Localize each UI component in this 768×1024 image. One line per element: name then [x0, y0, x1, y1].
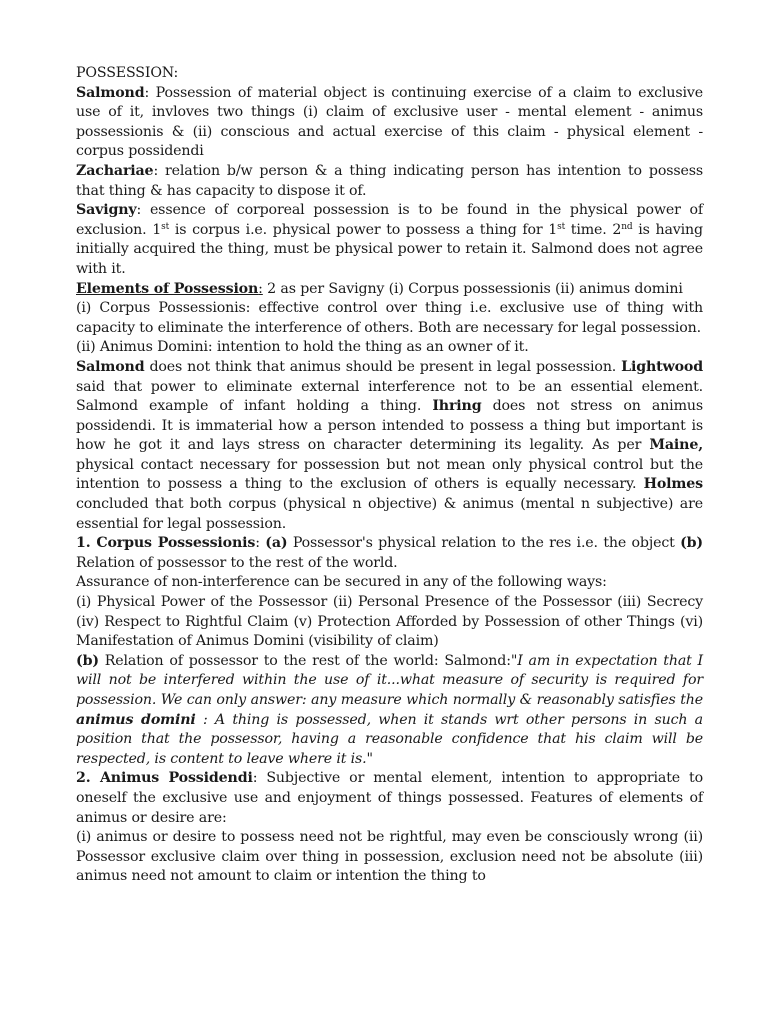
paragraph	[76, 828, 703, 887]
text-run: Salmond	[76, 358, 145, 375]
text-run: (i) animus or desire to possess need not be rightful, may even be consciously wrong (ii) Possessor exclusive claim over thing in possession, exclusion need not be absolute (iii) animus need not amount to claim or intention the thing to	[76, 829, 703, 885]
text-run: I am in expectation that I will not be interfered within the use of it...what measure of security is required for possession. We can only answer: any measure which normally & reasonably satisfies the	[76, 652, 704, 708]
paragraph	[76, 84, 703, 162]
text-run: "	[366, 750, 373, 767]
paragraph	[76, 769, 703, 828]
text-run: Lightwood	[621, 358, 703, 375]
text-run: st	[557, 221, 566, 232]
text-run: (a)	[265, 535, 288, 552]
paragraph	[76, 593, 703, 652]
text-run: st	[161, 221, 170, 232]
paragraph	[76, 358, 703, 534]
text-run: concluded that both corpus (physical n objective) & animus (mental n subjective) are essential for legal possession.	[76, 496, 703, 532]
text-run: Maine,	[649, 437, 703, 454]
text-run: Savigny	[76, 202, 137, 219]
text-run: 2 as per Savigny (i) Corpus possessionis (ii) animus domini	[262, 280, 683, 297]
text-run: does not stress on animus possidendi. It is immaterial how a person intended to possess a thing but important is how he got it and lays stress on character determining its legality. As per	[76, 398, 703, 454]
paragraph	[76, 201, 703, 279]
text-run: animus domini	[76, 711, 196, 728]
text-run: Ihring	[432, 398, 482, 415]
paragraph	[76, 534, 703, 573]
paragraph	[76, 299, 703, 338]
text-run: Zachariae	[76, 162, 154, 179]
text-run: said that power to eliminate external interference not to be an essential element. Salmond example of infant holding a thing.	[76, 378, 703, 415]
text-run: Holmes	[643, 476, 703, 493]
text-run: (i) Corpus Possessionis: effective control over thing i.e. exclusive use of thing with capacity to eliminate the interference of others. Both are necessary for legal possession.	[76, 300, 703, 336]
text-run: nd	[621, 221, 633, 232]
text-run: Salmond	[76, 84, 145, 101]
document-heading: POSSESSION:	[76, 65, 179, 81]
text-run: 1. Corpus Possessionis	[76, 535, 256, 552]
text-run: Relation of possessor to the rest of the world.	[76, 554, 398, 571]
text-run: does not think that animus should be present in legal possession.	[144, 358, 622, 375]
text-run: Relation of possessor to the rest of the world: Salmond:"	[98, 652, 518, 669]
text-run: (ii) Animus Domini: intention to hold the thing as an owner of it.	[76, 339, 529, 356]
text-run: : Subjective or mental element, intention to appropriate to oneself the exclusive use and enjoyment of things possessed. Features of elements of animus or desire are:	[76, 770, 703, 826]
text-run: Assurance of non-interference can be secured in any of the following ways:	[76, 574, 607, 591]
paragraph	[76, 162, 703, 201]
paragraph	[76, 338, 703, 358]
text-run: (i) Physical Power of the Possessor (ii) Personal Presence of the Possessor (iii) Secrecy (iv) Respect to Rightful Claim (v) Protection Afforded by Possession of other Things (vi) Manifestation of Animus Domini (visibility of claim)	[76, 594, 703, 650]
text-run: Possessor's physical relation to the res i.e. the object	[287, 535, 681, 552]
paragraph	[76, 652, 703, 770]
text-run: : Possession of material object is continuing exercise of a claim to exclusive use of it, invloves two things (i) claim of exclusive user - mental element - animus possessionis & (ii) conscious and actual exercise of this claim - physical element - corpus possidendi	[76, 84, 703, 160]
text-run: (b)	[680, 535, 703, 552]
text-run: is having initially acquired the thing, must be physical power to retain it. Salmond does not agree with it.	[76, 221, 703, 277]
text-run: is corpus i.e. physical power to possess a thing for 1	[169, 221, 558, 238]
text-run: (b)	[76, 652, 99, 669]
text-run: physical contact necessary for possession but not mean only physical control but the intention to possess a thing to the exclusion of others is equally necessary.	[76, 456, 703, 493]
text-run: time. 2	[565, 221, 622, 238]
text-run: Elements of Possession	[76, 280, 259, 297]
text-run: : relation b/w person & a thing indicating person has intention to possess that thing & has capacity to dispose it of.	[76, 162, 703, 199]
document-page	[76, 64, 703, 887]
paragraph	[76, 573, 703, 593]
text-run: :	[258, 280, 263, 297]
text-run: 2. Animus Possidendi	[76, 770, 253, 787]
text-run: : essence of corporeal possession is to be found in the physical power of exclusion. 1	[76, 202, 703, 238]
text-run: : A thing is possessed, when it stands wrt other persons in such a position that the possessor, having a reasonable confidence that his claim will be respected, is content to leave where it is.	[76, 711, 703, 767]
text-run: :	[255, 535, 266, 552]
paragraph	[76, 280, 703, 300]
document-body	[76, 84, 703, 887]
